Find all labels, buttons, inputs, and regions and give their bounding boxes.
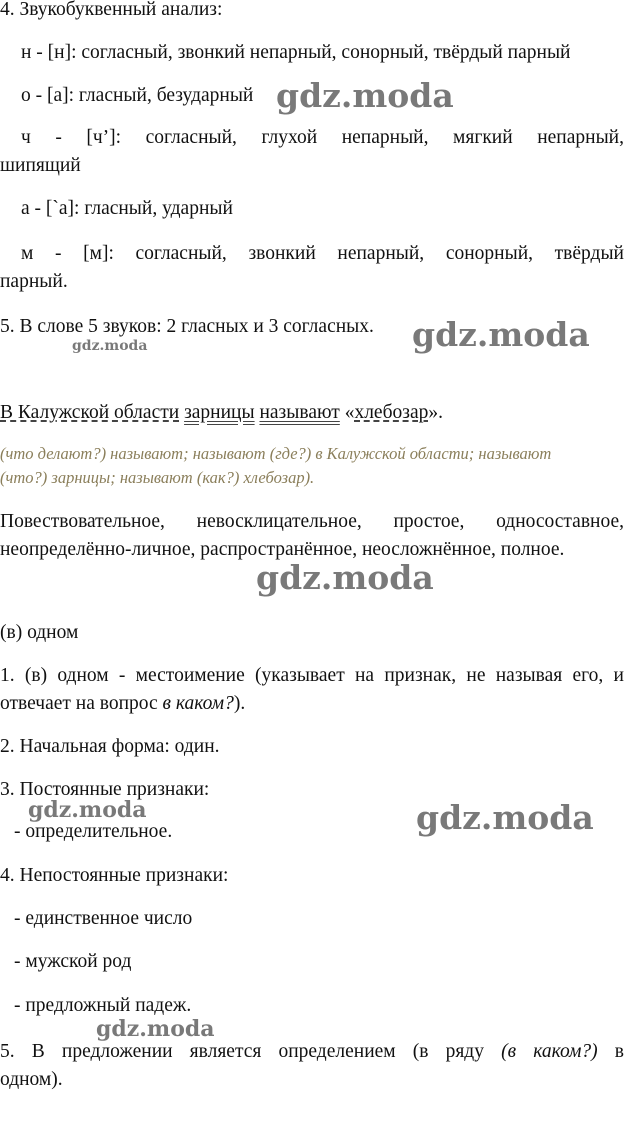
sound-row-m-cont: парный. [0, 271, 68, 292]
sound-row-ch-cont: шипящий [0, 155, 81, 176]
watermark-logo: gdz.moda [276, 76, 454, 115]
analysis-heading: 4. Звукобуквенный анализ: [0, 0, 223, 20]
watermark-logo: gdz.moda [96, 1016, 215, 1042]
watermark-logo: gdz.moda [256, 558, 434, 597]
morph-point-5-end: в [597, 1041, 624, 1062]
questions-line-2: (что?) зарницы; называют (как?) хлебозар). [0, 468, 315, 487]
morph-point-5 [0, 1038, 624, 1066]
characteristics-line-2: неопределённо-личное, распространённое, неосложнённое, полное. [0, 539, 565, 560]
watermark-logo: gdz.moda [72, 338, 148, 354]
morph-point-1-text: отвечает на вопрос [0, 693, 163, 714]
morph-point-4-item-1: - единственное число [14, 908, 193, 929]
morph-point-1-cont [0, 690, 624, 718]
watermark-logo: gdz.moda [416, 798, 594, 837]
watermark-logo: gdz.moda [28, 797, 147, 823]
example-sentence [0, 399, 624, 427]
sound-row-m: м - [м]: согласный, звонкий непарный, сонорный, твёрдый [21, 243, 624, 264]
characteristics-line-1: Повествовательное, невосклицательное, простое, односоставное, [0, 511, 624, 532]
analyzed-word: (в) одном [0, 622, 79, 643]
sound-count: 5. В слове 5 звуков: 2 гласных и 3 согласных. [0, 316, 374, 337]
sound-row-o: о - [а]: гласный, безударный [21, 85, 254, 106]
questions-line-1: (что делают?) называют; называют (где?) в Калужской области; называют [0, 444, 552, 463]
morph-point-5-cont: одном). [0, 1069, 63, 1090]
morph-point-4: 4. Непостоянные признаки: [0, 865, 229, 886]
morph-question: в каком? [162, 693, 234, 714]
morph-point-1-end: ). [233, 693, 246, 714]
adverbial-phrase: В Калужской области [0, 402, 180, 423]
morph-point-4-item-3: - предложный падеж. [14, 995, 192, 1016]
quote-open: « [344, 402, 355, 423]
morph-point-5-question: (в каком?) [501, 1041, 598, 1062]
sound-row-n: н - [н]: согласный, звонкий непарный, сонорный, твёрдый парный [21, 42, 571, 63]
morph-point-3-item: - определительное. [14, 821, 173, 842]
quote-close: ». [428, 402, 443, 423]
sound-row-a: а - [`а]: гласный, ударный [21, 198, 233, 219]
watermark-logo: gdz.moda [412, 315, 590, 354]
morph-point-2: 2. Начальная форма: один. [0, 736, 220, 757]
quoted-word: хлебозар [354, 402, 429, 423]
morph-point-3: 3. Постоянные признаки: [0, 779, 210, 800]
sound-row-ch: ч - [ч’]: согласный, глухой непарный, мягкий непарный, [21, 127, 624, 148]
morph-point-1: 1. (в) одном - местоимение (указывает на признак, не называя его, и [0, 665, 624, 686]
object-word: зарницы [184, 402, 255, 423]
morph-point-5-text: 5. В предложении является определением (в ряду [0, 1041, 502, 1062]
morph-point-4-item-2: - мужской род [14, 951, 132, 972]
predicate-word: называют [259, 402, 340, 423]
